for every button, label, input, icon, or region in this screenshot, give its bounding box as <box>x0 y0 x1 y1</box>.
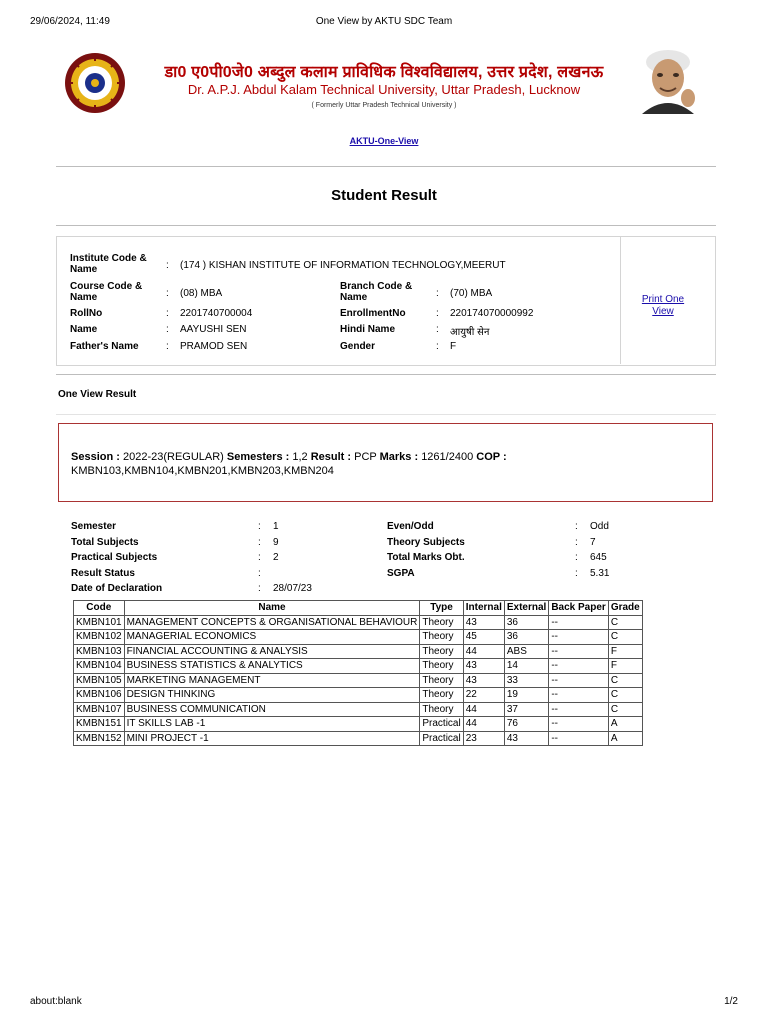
practical-subjects-label: Practical Subjects <box>71 552 158 563</box>
declaration-date-label: Date of Declaration <box>71 583 163 594</box>
table-cell: 23 <box>463 731 504 746</box>
print-footer-url: about:blank <box>30 996 82 1007</box>
table-cell: F <box>608 644 642 659</box>
table-cell: KMBN105 <box>74 673 125 688</box>
gender-label: Gender <box>340 341 376 352</box>
table-cell: KMBN152 <box>74 731 125 746</box>
column-header: Grade <box>608 601 642 616</box>
table-cell: MINI PROJECT -1 <box>124 731 420 746</box>
table-cell: KMBN107 <box>74 702 125 717</box>
table-cell: 37 <box>504 702 548 717</box>
column-header: Name <box>124 601 420 616</box>
colon: : <box>166 341 169 352</box>
table-cell: FINANCIAL ACCOUNTING & ANALYSIS <box>124 644 420 659</box>
result-status-label: Result Status <box>71 568 135 579</box>
semesters-label: Semesters : <box>226 451 290 463</box>
theory-subjects-value: 7 <box>590 537 596 548</box>
sgpa-value: 5.31 <box>590 568 610 579</box>
table-cell: F <box>608 659 642 674</box>
divider <box>56 225 716 226</box>
table-cell: -- <box>549 659 608 674</box>
table-cell: Theory <box>420 630 463 645</box>
table-cell: KMBN106 <box>74 688 125 703</box>
even-odd-value: Odd <box>590 521 609 532</box>
table-cell: BUSINESS STATISTICS & ANALYTICS <box>124 659 420 674</box>
colon: : <box>436 341 439 352</box>
table-cell: 33 <box>504 673 548 688</box>
table-cell: 43 <box>504 731 548 746</box>
column-header: Code <box>74 601 125 616</box>
course-value: (08) MBA <box>180 288 223 299</box>
result-label: Result : <box>310 451 352 463</box>
colon: : <box>258 583 261 594</box>
table-row <box>74 659 643 674</box>
branch-label: Branch Code & Name <box>340 281 413 303</box>
table-cell: -- <box>549 702 608 717</box>
portrait-image <box>632 48 704 114</box>
table-cell: Theory <box>420 615 463 630</box>
semester-value: 1 <box>273 521 279 532</box>
table-row <box>74 717 643 732</box>
semesters-value: 1,2 <box>292 451 308 463</box>
session-summary <box>71 450 701 478</box>
colon: : <box>166 288 169 299</box>
info-box-divider <box>620 236 621 364</box>
table-cell: Theory <box>420 673 463 688</box>
name-value: AAYUSHI SEN <box>180 324 247 335</box>
table-cell: A <box>608 731 642 746</box>
university-english-name: Dr. A.P.J. Abdul Kalam Technical University, Uttar Pradesh, Lucknow <box>187 82 581 97</box>
column-header: Type <box>420 601 463 616</box>
practical-subjects-value: 2 <box>273 552 279 563</box>
name-label: Name <box>70 324 98 335</box>
table-cell: 36 <box>504 615 548 630</box>
enrollment-value: 220174070000992 <box>450 308 534 319</box>
hindi-name-value: आयुषी सेन <box>450 327 490 338</box>
even-odd-label: Even/Odd <box>387 521 434 532</box>
table-cell: C <box>608 673 642 688</box>
table-row <box>74 630 643 645</box>
divider <box>56 414 716 415</box>
colon: : <box>166 308 169 319</box>
table-row <box>74 731 643 746</box>
table-cell: Practical <box>420 731 463 746</box>
gender-value: F <box>450 341 457 352</box>
colon: : <box>166 260 169 271</box>
table-cell: Theory <box>420 644 463 659</box>
table-cell: -- <box>549 731 608 746</box>
table-header-row <box>74 601 643 616</box>
table-row <box>74 644 643 659</box>
university-formerly-note: ( Formerly Uttar Pradesh Technical University ) <box>311 102 457 109</box>
table-cell: DESIGN THINKING <box>124 688 420 703</box>
cop-label: COP : <box>476 451 507 463</box>
table-cell: 43 <box>463 659 504 674</box>
colon: : <box>575 537 578 548</box>
cop-value: KMBN103,KMBN104,KMBN201,KMBN203,KMBN204 <box>71 465 334 477</box>
hindi-name-label: Hindi Name <box>340 324 396 335</box>
table-cell: 43 <box>463 673 504 688</box>
sgpa-label: SGPA <box>387 568 415 579</box>
aktu-one-view-link[interactable]: AKTU-One-View <box>349 136 419 146</box>
semester-label: Semester <box>71 521 117 532</box>
colon: : <box>258 521 261 532</box>
column-header: Back Paper <box>549 601 608 616</box>
table-cell: -- <box>549 688 608 703</box>
father-name-value: PRAMOD SEN <box>180 341 248 352</box>
table-cell: KMBN104 <box>74 659 125 674</box>
divider <box>56 374 716 375</box>
table-cell: Theory <box>420 688 463 703</box>
table-cell: C <box>608 615 642 630</box>
table-cell: KMBN101 <box>74 615 125 630</box>
table-row <box>74 615 643 630</box>
table-cell: Practical <box>420 717 463 732</box>
marks-value: 1261/2400 <box>421 451 474 463</box>
print-datetime: 29/06/2024, 11:49 <box>30 16 110 27</box>
table-cell: 44 <box>463 702 504 717</box>
colon: : <box>436 308 439 319</box>
table-cell: 44 <box>463 717 504 732</box>
table-row <box>74 673 643 688</box>
table-cell: A <box>608 717 642 732</box>
course-label: Course Code & Name <box>70 281 143 303</box>
table-cell: ABS <box>504 644 548 659</box>
print-title: One View by AKTU SDC Team <box>315 16 453 27</box>
father-name-label: Father's Name <box>70 341 139 352</box>
theory-subjects-label: Theory Subjects <box>387 537 465 548</box>
table-cell: -- <box>549 630 608 645</box>
total-marks-label: Total Marks Obt. <box>387 552 465 563</box>
colon: : <box>258 568 261 579</box>
colon: : <box>575 568 578 579</box>
table-cell: BUSINESS COMMUNICATION <box>124 702 420 717</box>
table-cell: KMBN151 <box>74 717 125 732</box>
print-footer-page: 1/2 <box>724 996 738 1007</box>
table-cell: C <box>608 630 642 645</box>
print-one-view-link[interactable]: Print One View <box>641 294 685 317</box>
column-header: Internal <box>463 601 504 616</box>
colon: : <box>258 552 261 563</box>
table-cell: 19 <box>504 688 548 703</box>
table-cell: -- <box>549 717 608 732</box>
table-row <box>74 688 643 703</box>
enrollment-label: EnrollmentNo <box>340 308 406 319</box>
table-cell: -- <box>549 673 608 688</box>
table-cell: 44 <box>463 644 504 659</box>
table-row <box>74 702 643 717</box>
rollno-label: RollNo <box>70 308 103 319</box>
institute-value: (174 ) KISHAN INSTITUTE OF INFORMATION TECHNOLOGY,MEERUT <box>180 260 506 271</box>
table-cell: 36 <box>504 630 548 645</box>
colon: : <box>166 324 169 335</box>
session-value: 2022-23(REGULAR) <box>122 451 224 463</box>
colon: : <box>258 537 261 548</box>
table-cell: C <box>608 688 642 703</box>
table-cell: 14 <box>504 659 548 674</box>
table-cell: IT SKILLS LAB -1 <box>124 717 420 732</box>
divider <box>56 166 716 167</box>
table-cell: -- <box>549 615 608 630</box>
branch-value: (70) MBA <box>450 288 493 299</box>
page-title: Student Result <box>331 187 437 204</box>
colon: : <box>436 288 439 299</box>
marks-label: Marks : <box>379 451 419 463</box>
results-table <box>73 600 643 746</box>
declaration-date-value: 28/07/23 <box>273 583 312 594</box>
table-cell: C <box>608 702 642 717</box>
total-subjects-label: Total Subjects <box>71 537 139 548</box>
table-cell: 76 <box>504 717 548 732</box>
institute-label: Institute Code & Name <box>70 253 147 275</box>
table-cell: 22 <box>463 688 504 703</box>
university-logo <box>64 52 126 114</box>
colon: : <box>575 552 578 563</box>
colon: : <box>436 324 439 335</box>
colon: : <box>575 521 578 532</box>
table-cell: Theory <box>420 702 463 717</box>
column-header: External <box>504 601 548 616</box>
rollno-value: 2201740700004 <box>180 308 253 319</box>
result-value: PCP <box>354 451 377 463</box>
total-subjects-value: 9 <box>273 537 279 548</box>
table-cell: MANAGEMENT CONCEPTS & ORGANISATIONAL BEHAVIOUR <box>124 615 420 630</box>
table-cell: MANAGERIAL ECONOMICS <box>124 630 420 645</box>
table-cell: 45 <box>463 630 504 645</box>
table-cell: KMBN102 <box>74 630 125 645</box>
total-marks-value: 645 <box>590 552 607 563</box>
table-cell: MARKETING MANAGEMENT <box>124 673 420 688</box>
university-hindi-name: डा0 ए0पी0जे0 अब्दुल कलाम प्राविधिक विश्वविद्यालय, उत्तर प्रदेश, लखनऊ <box>164 64 604 81</box>
session-label: Session : <box>71 451 120 463</box>
table-cell: KMBN103 <box>74 644 125 659</box>
table-cell: 43 <box>463 615 504 630</box>
table-cell: -- <box>549 644 608 659</box>
table-cell: Theory <box>420 659 463 674</box>
one-view-result-title: One View Result <box>58 389 137 400</box>
